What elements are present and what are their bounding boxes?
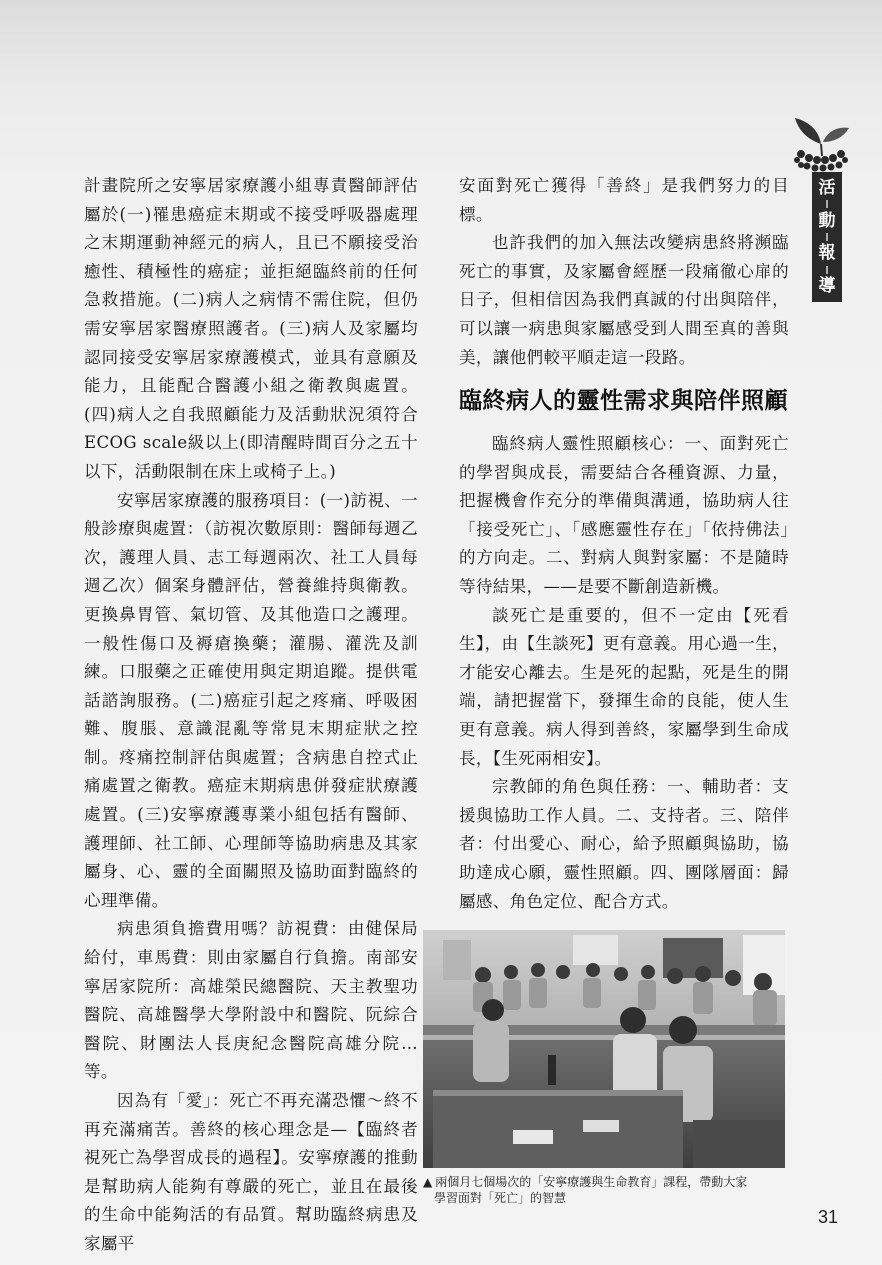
right-column-bottom <box>459 430 789 916</box>
paragraph: 也許我們的加入無法改變病患終將瀕臨死亡的事實，及家屬會經歷一段痛徹心扉的日子，但相信因為我們真誠的付出與陪伴，可以讓一病患與家屬感受到人間至真的善與美，讓他們較平順走這一段路。 <box>459 233 789 367</box>
photo-caption <box>423 1174 793 1206</box>
paragraph: 因為有「愛」：死亡不再充滿恐懼～終不再充滿痛苦。善終的核心理念是—【臨終者視死亡為學習成長的過程】。安寧療護的推動是幫助病人能夠有尊嚴的死亡，並且在最後的生命中能夠活的有品質。幫助臨終病患及家屬平 <box>84 1091 418 1253</box>
tab-divider <box>826 266 828 274</box>
caption-line-1: 兩個月七個場次的「安寧療護與生命教育」課程，帶動大家 <box>435 1175 748 1189</box>
tab-divider <box>826 200 828 208</box>
paragraph: 談死亡是重要的，但不一定由【死看生】，由【生談死】更有意義。用心過一生，才能安心離去。生是死的起點，死是生的開端，請把握當下，發揮生命的良能，使人生更有意義。病人得到善終，家屬學到生命成長，【生死兩相安】。 <box>459 605 789 768</box>
right-column-top <box>459 172 789 372</box>
left-column <box>84 172 418 1259</box>
paragraph: 安面對死亡獲得「善終」是我們努力的目標。 <box>459 176 789 224</box>
leaf-sprout-logo <box>789 112 853 174</box>
paragraph: 計畫院所之安寧居家療護小組專責醫師評估屬於(一)罹患癌症末期或不接受呼吸器處理之末期運動神經元的病人，且已不願接受治癒性、積極性的癌症；並拒絕臨終前的任何急救措施。(二)病人之病情不需住院，但仍需安寧居家醫療照護者。(三)病人及家屬均認同接受安寧居家療護模式，並具有意願及能力，且能配合醫護小組之衛教與處置。(四)病人之自我照顧能力及活動狀況須符合ECOG scale級以上(即清醒時間百分之五十以下，活動限制在床上或椅子上。) <box>84 176 418 481</box>
paragraph: 病患須負擔費用嗎？訪視費：由健保局給付，車馬費：則由家屬自行負擔。南部安寧居家院所：高雄榮民總醫院、天主教聖功醫院、高雄醫學大學附設中和醫院、阮綜合醫院、財團法人長庚紀念醫院高雄分院…等。 <box>84 919 418 1082</box>
paragraph: 臨終病人靈性照顧核心：一、面對死亡的學習與成長，需要結合各種資源、力量，把握機會作充分的準備與溝通，協助病人往「接受死亡」、「感應靈性存在」「依持佛法」的方向走。二、對病人與對家屬：不是隨時等待結果，——是要不斷創造新機。 <box>459 434 789 596</box>
tab-char-1: 活 <box>818 178 836 198</box>
paragraph: 宗教師的角色與任務：一、輔助者：支援與協助工作人員。二、支持者。三、陪伴者：付出愛心、耐心，給予照顧與協助，協助達成心願，靈性照顧。四、團隊層面：歸屬感、角色定位、配合方式。 <box>459 777 789 911</box>
paragraph: 安寧居家療護的服務項目：(一)訪視、一般診療與處置：（訪視次數原則：醫師每週乙次，護理人員、志工每週兩次、社工人員每週乙次）個案身體評估，營養維持與衛教。更換鼻胃管、氣切管、及其他造口之護理。一般性傷口及褥瘡換藥；灌腸、灌洗及訓練。口服藥之正確使用與定期追蹤。提供電話諮詢服務。(二)癌症引起之疼痛、呼吸困難、腹脹、意識混亂等常見末期症狀之控制。疼痛控制評估與處置；含病患自控式止痛處置之衛教。癌症末期病患併發症狀療護處置。(三)安寧療護專業小組包括有醫師、護理師、社工師、心理師等協助病患及其家屬身、心、靈的全面關照及協助面對臨終的心理準備。 <box>84 490 418 910</box>
tab-char-2: 動 <box>818 210 836 231</box>
caption-line-2: 學習面對「死亡」的智慧 <box>434 1191 567 1205</box>
tab-divider <box>826 233 828 241</box>
triangle-marker-icon: ▲ <box>423 1175 433 1189</box>
classroom-photo-illustration <box>423 930 785 1168</box>
tab-char-3: 報 <box>818 243 836 264</box>
section-heading: 臨終病人的靈性需求與陪伴照顧 <box>459 388 788 414</box>
tab-char-4: 導 <box>818 275 836 296</box>
classroom-photo <box>423 930 785 1168</box>
page-number: 31 <box>818 1207 839 1227</box>
section-tab <box>812 172 842 302</box>
